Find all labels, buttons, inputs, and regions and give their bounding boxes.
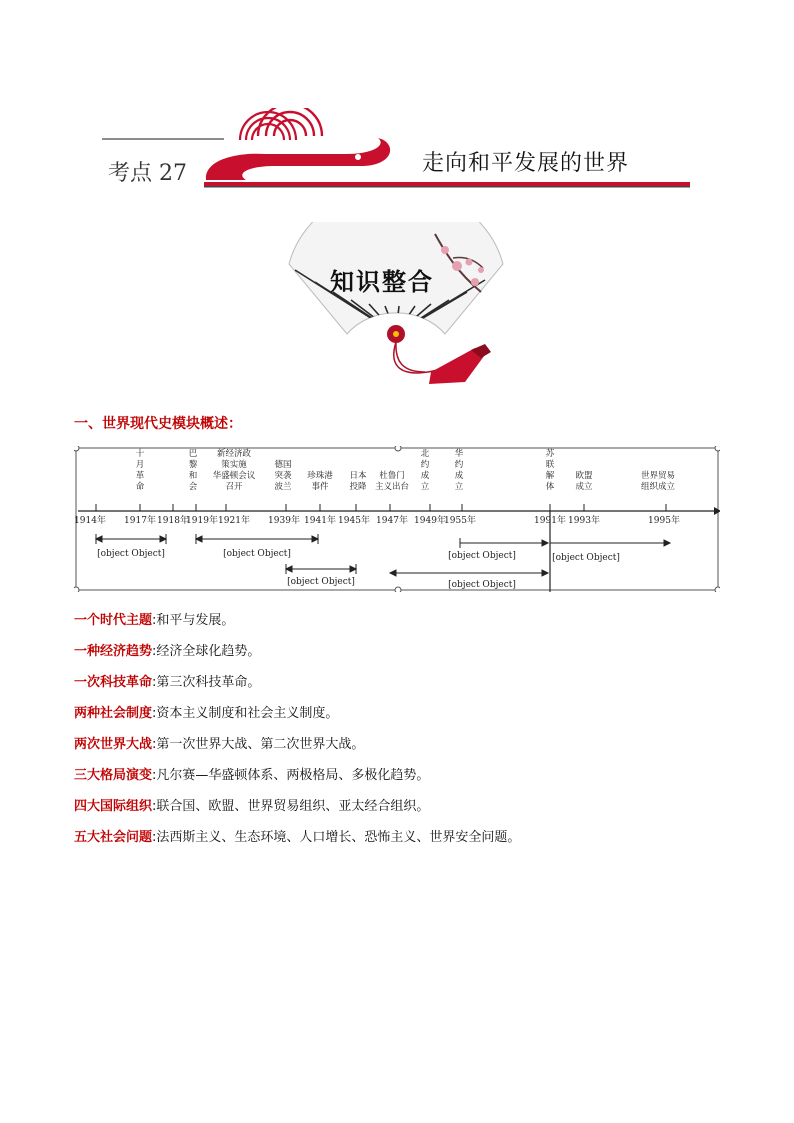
year-label-1921: 1921年 (218, 516, 250, 526)
year-label-1947: 1947年 (376, 516, 408, 526)
span-label-ww2: [object Object] (287, 577, 355, 587)
event-nato-founded: 北约成立 (420, 449, 430, 492)
event-nep-washington: 新经济政策实施华盛顿会议召开 (212, 449, 256, 492)
event-invasion-poland: 德国突袭波兰 (274, 460, 292, 492)
year-label-1995: 1995年 (648, 516, 680, 526)
span-label-bipolar: [object Object] (448, 551, 516, 561)
event-eu-founded: 欧盟成立 (575, 471, 593, 492)
summary-key: 四大国际组织 (74, 799, 153, 814)
summary-value: :资本主义制度和社会主义制度。 (152, 706, 339, 721)
event-truman-doctrine: 杜鲁门主义出台 (374, 471, 410, 492)
year-label-1918: 1918年 (157, 516, 189, 526)
summary-line-world-patterns (74, 769, 429, 782)
summary-key: 一个时代主题 (74, 613, 153, 628)
event-japan-surrender: 日本投降 (349, 471, 367, 492)
summary-value: :第一次世界大战、第二次世界大战。 (152, 737, 365, 752)
summary-key: 五大社会问题 (74, 830, 153, 845)
summary-key: 一种经济趋势 (74, 644, 153, 659)
year-label-1914: 1914年 (74, 516, 106, 526)
year-label-1991: 1991年 (534, 516, 566, 526)
timeline-axis-arrow (714, 507, 720, 515)
summary-value: :经济全球化趋势。 (152, 644, 261, 659)
summary-line-social-problems (74, 831, 520, 844)
page-title: 走向和平发展的世界 (422, 151, 630, 176)
year-label-1917: 1917年 (124, 516, 156, 526)
fan-banner-illustration (285, 222, 507, 390)
summary-value: :凡尔赛—华盛顿体系、两极格局、多极化趋势。 (152, 768, 430, 783)
event-warsaw-pact-founded: 华约成立 (454, 449, 464, 492)
span-label-multipolar: [object Object] (552, 553, 620, 563)
summary-value: :第三次科技革命。 (152, 675, 261, 690)
summary-line-economic-trend (74, 645, 260, 658)
page-title-code: 考点 27 (108, 161, 187, 186)
summary-key: 两次世界大战 (74, 737, 153, 752)
year-label-1949: 1949年 (414, 516, 446, 526)
event-ussr-dissolution: 苏联解体 (545, 449, 555, 492)
event-paris-conference: 巴黎和会 (188, 449, 198, 492)
year-label-1919: 1919年 (186, 516, 218, 526)
year-label-1945: 1945年 (338, 516, 370, 526)
year-label-1939: 1939年 (268, 516, 300, 526)
year-label-1955: 1955年 (444, 516, 476, 526)
span-label-cold-war: [object Object] (448, 580, 516, 590)
span-label-ww1: [object Object] (97, 549, 165, 559)
timeline-diagram (74, 446, 720, 592)
event-pearl-harbor: 珍珠港事件 (307, 471, 333, 492)
summary-value: :联合国、欧盟、世界贸易组织、亚太经合组织。 (152, 799, 430, 814)
summary-line-social-systems (74, 707, 338, 720)
summary-key: 两种社会制度 (74, 706, 153, 721)
year-label-1993: 1993年 (568, 516, 600, 526)
summary-key: 一次科技革命 (74, 675, 153, 690)
summary-line-world-wars (74, 738, 364, 751)
summary-line-tech-revolution (74, 676, 260, 689)
summary-line-intl-organizations (74, 800, 429, 813)
banner-label: 知识整合 (330, 267, 434, 296)
year-label-1941: 1941年 (304, 516, 336, 526)
summary-value: :和平与发展。 (152, 613, 235, 628)
event-october-revolution: 十月革命 (135, 449, 145, 492)
event-wto-founded: 世界贸易组织成立 (640, 471, 676, 492)
section-heading: 一、世界现代史模块概述： (74, 416, 242, 432)
summary-key: 三大格局演变 (74, 768, 153, 783)
span-label-versailles-washington: [object Object] (223, 549, 291, 559)
summary-value: :法西斯主义、生态环境、人口增长、恐怖主义、世界安全问题。 (152, 830, 521, 845)
summary-line-era-theme (74, 614, 234, 627)
